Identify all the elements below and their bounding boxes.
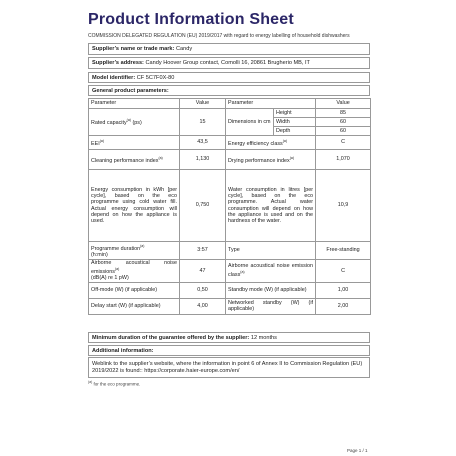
header-value-2: Value: [316, 99, 371, 109]
eei-text: EEI: [91, 140, 100, 147]
networked-value: 2,00: [316, 298, 371, 314]
delay-start-label: Delay start (W) (if applicable): [89, 298, 180, 314]
general-params-label: General product parameters:: [92, 87, 169, 94]
additional-label: Additional information:: [92, 347, 154, 354]
supplier-address-row: [88, 57, 370, 69]
rated-capacity-text: Rated capacity: [91, 120, 127, 127]
table-header-row: [89, 99, 371, 109]
noise-class-label: [226, 260, 316, 283]
depth-label: Depth: [274, 127, 316, 136]
regulation-subtitle: COMMISSION DELEGATED REGULATION (EU) 2019/2017 with regard to energy labelling of household dishwashers: [88, 33, 350, 39]
footnote-mark: (a): [88, 380, 93, 384]
delay-start-value: 4,00: [180, 298, 226, 314]
model-row: [88, 72, 370, 83]
drying-value: 1,070: [316, 150, 371, 170]
table-row: [89, 282, 371, 298]
footnote-mark: (a): [140, 243, 145, 248]
water-consumption-value: 10,9: [316, 170, 371, 242]
drying-text: Drying performance index: [228, 157, 290, 164]
model-identifier: CF 5C7F0X-80: [136, 74, 175, 81]
supplier-name-label: Supplier’s name or trade mark:: [92, 46, 175, 52]
footnote-mark: (a): [240, 270, 245, 275]
parameters-table: [88, 98, 371, 315]
footnote-mark: (a): [289, 155, 295, 160]
table-row: [89, 136, 371, 150]
footnote-mark: (a): [126, 118, 131, 123]
table-row: [89, 242, 371, 260]
table-row: [89, 298, 371, 314]
supplier-address: Candy Hoover Group contact, Comolli 16, 20861 Brugherio MB, IT: [145, 60, 310, 66]
noise-unit: (dB(A) re 1 pW): [91, 275, 129, 282]
cleaning-label: [89, 150, 180, 170]
type-label: Type: [226, 242, 316, 260]
header-value: Value: [180, 99, 226, 109]
table-row: [89, 109, 371, 118]
footnote-mark: (a): [114, 267, 120, 272]
energy-class-label: [226, 136, 316, 150]
guarantee-row: [88, 332, 370, 343]
width-value: 60: [316, 118, 371, 127]
header-parameter-2: Parameter: [226, 99, 316, 109]
page-title: Product Information Sheet: [88, 11, 294, 28]
noise-text: Airborne acoustical noise emissions: [91, 260, 177, 276]
eei-label: [89, 136, 180, 150]
noise-class-value: C: [316, 260, 371, 283]
rated-capacity-unit: (ps): [132, 120, 142, 127]
drying-label: [226, 150, 316, 170]
additional-text: Weblink to the supplier’s website, where the information in point 6 of Annex II to Commission Regulation (EU) 2019/2022 is found:: https://corporate.haier-europe.com/en/: [92, 361, 363, 374]
table-row: [89, 260, 371, 283]
type-value: Free-standing: [316, 242, 371, 260]
guarantee-label: Minimum duration of the guarantee offered by the supplier:: [92, 334, 250, 341]
energy-consumption-label: Energy consumption in kWh [per cycle], based on the eco programme using cold water fill. Actual energy consumption will depend on how the appliance is used.: [89, 170, 180, 242]
noise-label: [89, 260, 180, 283]
water-consumption-label: Water consumption in litres [per cycle], based on the eco programme. Actual water consumption will depend on how the appliance is used and on the hardness of the water.: [226, 170, 316, 242]
footnote: [88, 380, 140, 387]
supplier-address-label: Supplier’s address:: [92, 60, 144, 66]
off-mode-value: 0,50: [180, 282, 226, 298]
rated-capacity-label: [89, 109, 180, 136]
header-parameter: Parameter: [89, 99, 180, 109]
footnote-mark: (a): [282, 138, 288, 143]
additional-info-row: [88, 357, 370, 378]
duration-text: Programme duration: [91, 245, 141, 252]
footnote-mark: (a): [158, 155, 163, 160]
networked-label: Networked standby (W) (if applicable): [226, 298, 316, 314]
energy-class-value: C: [316, 136, 371, 150]
general-params-row: [88, 85, 370, 96]
cleaning-value: 1,130: [180, 150, 226, 170]
additional-row: [88, 345, 370, 356]
noise-value: 47: [180, 260, 226, 283]
noise-class-text: Airborne acoustical noise emission class: [228, 263, 314, 279]
model-label: Model identifier:: [92, 74, 136, 81]
rated-capacity-value: 15: [180, 109, 226, 136]
width-label: Width: [274, 118, 316, 127]
duration-label: [89, 242, 180, 260]
guarantee-value: 12 months: [250, 334, 277, 341]
height-value: 85: [316, 109, 371, 118]
table-row: [89, 170, 371, 242]
standby-label: Standby mode (W) (if applicable): [226, 282, 316, 298]
standby-value: 1,00: [316, 282, 371, 298]
height-label: Height: [274, 109, 316, 118]
energy-class-text: Energy efficiency class: [228, 140, 283, 147]
energy-consumption-value: 0,750: [180, 170, 226, 242]
supplier-name: Candy: [175, 46, 193, 52]
eei-value: 43,5: [180, 136, 226, 150]
duration-unit: (h:min): [91, 251, 108, 258]
table-row: [89, 150, 371, 170]
cleaning-text: Cleaning performance index: [91, 157, 159, 164]
duration-value: 3:57: [180, 242, 226, 260]
depth-value: 60: [316, 127, 371, 136]
footnote-text: for the eco programme.: [93, 381, 141, 387]
footnote-mark: (a): [99, 138, 104, 143]
off-mode-label: Off-mode (W) (if applicable): [89, 282, 180, 298]
supplier-name-row: [88, 43, 370, 55]
page-number: Page 1 / 1: [347, 448, 368, 453]
dimensions-label: Dimensions in cm: [226, 109, 274, 136]
